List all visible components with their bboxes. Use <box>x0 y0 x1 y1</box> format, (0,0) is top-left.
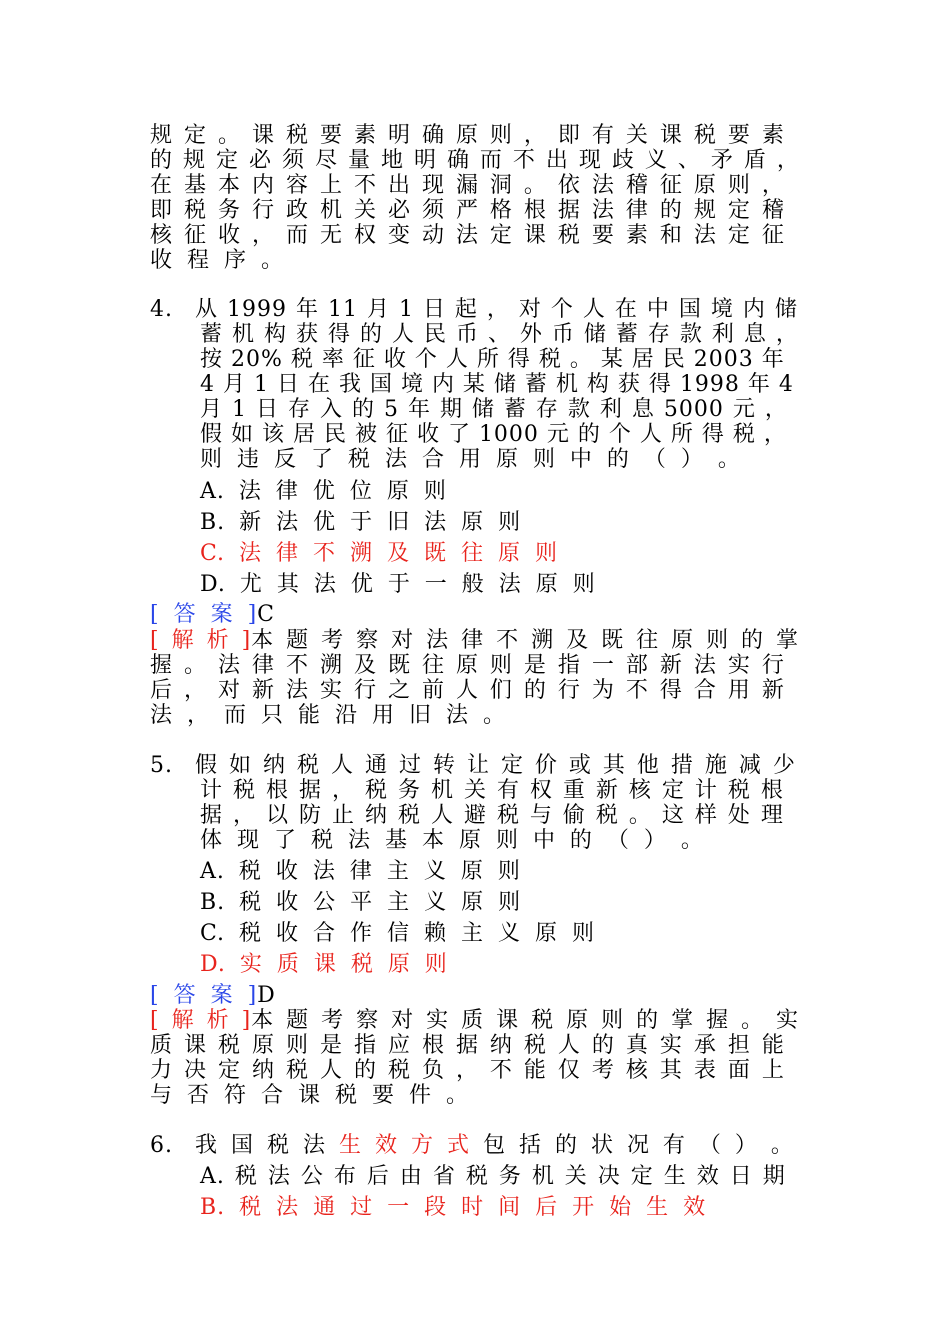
q6-option-b-correct: B. 税 法 通 过 一 段 时 间 后 开 始 生 效 <box>200 1195 707 1220</box>
intro-line: 即 税 务 行 政 机 关 必 须 严 格 根 据 法 律 的 规 定 稽 <box>150 198 785 223</box>
analysis-label: [ 解 析 ] <box>150 1008 252 1033</box>
q4-stem-line: 4 月 1 日 在 我 国 境 内 某 储 蓄 机 构 获 得 1998 年 4 <box>200 372 794 397</box>
answer-value: D <box>257 983 276 1008</box>
q4-stem-line: 蓄 机 构 获 得 的 人 民 币 、 外 币 储 蓄 存 款 利 息 ， <box>200 322 799 347</box>
q4-option-d: D. 尤 其 法 优 于 一 般 法 原 则 <box>200 572 596 597</box>
intro-line: 在 基 本 内 容 上 不 出 现 漏 洞 。 依 法 稽 征 原 则 ， <box>150 173 785 198</box>
q4-analysis-line: 法 ， 而 只 能 沿 用 旧 法 。 <box>150 703 506 728</box>
q5-stem-line: 假 如 纳 税 人 通 过 转 让 定 价 或 其 他 措 施 减 少 <box>195 753 796 778</box>
analysis-text: 本 题 考 察 对 法 律 不 溯 及 既 往 原 则 的 掌 <box>251 628 800 653</box>
q4-analysis-line: 握 。 法 律 不 溯 及 既 往 原 则 是 指 一 部 新 法 实 行 <box>150 653 785 678</box>
q5-answer <box>150 984 276 1008</box>
intro-line: 的 规 定 必 须 尽 量 地 明 确 而 不 出 现 歧 义 、 矛 盾 ， <box>150 148 800 173</box>
q5-stem-line: 据 ， 以 防 止 纳 税 人 避 税 与 偷 税 。 这 样 处 理 <box>200 803 784 828</box>
q6-stem-highlight: 生 效 方 式 <box>338 1133 470 1158</box>
q4-answer <box>150 603 275 627</box>
q5-analysis-line: 与 否 符 合 课 税 要 件 。 <box>150 1083 469 1108</box>
analysis-text: 本 题 考 察 对 实 质 课 税 原 则 的 掌 握 。 实 <box>251 1008 800 1033</box>
intro-line: 核 征 收 ， 而 无 权 变 动 法 定 课 税 要 素 和 法 定 征 <box>150 223 785 248</box>
q5-option-d-correct: D. 实 质 课 税 原 则 <box>200 952 448 977</box>
q5-analysis-line: 质 课 税 原 则 是 指 应 根 据 纳 税 人 的 真 实 承 担 能 <box>150 1033 785 1058</box>
analysis-label: [ 解 析 ] <box>150 628 252 653</box>
q4-stem-line: 按 20% 税 率 征 收 个 人 所 得 税 。 某 居 民 2003 年 <box>200 347 785 372</box>
q5-stem-line: 体 现 了 税 法 基 本 原 则 中 的 （ ） 。 <box>200 828 704 853</box>
q6-stem-pre: 我 国 税 法 <box>195 1133 326 1158</box>
q4-stem-line: 从 1999 年 11 月 1 日 起 ， 对 个 人 在 中 国 境 内 储 <box>195 297 798 322</box>
q5-option-b: B. 税 收 公 平 主 义 原 则 <box>200 890 522 915</box>
q4-stem-line: 假 如 该 居 民 被 征 收 了 1000 元 的 个 人 所 得 税 ， <box>200 422 787 447</box>
intro-line: 收 程 序 。 <box>150 248 284 273</box>
q4-option-b: B. 新 法 优 于 旧 法 原 则 <box>200 510 522 535</box>
q6-option-a: A. 税 法 公 布 后 由 省 税 务 机 关 决 定 生 效 日 期 <box>200 1164 786 1189</box>
q5-stem-line: 计 税 根 据 ， 税 务 机 关 有 权 重 新 核 定 计 税 根 <box>200 778 784 803</box>
intro-line: 规 定 。 课 税 要 素 明 确 原 则 ， 即 有 关 课 税 要 素 <box>150 123 785 148</box>
q4-stem-line: 则 违 反 了 税 法 合 用 原 则 中 的 （ ） 。 <box>200 447 741 472</box>
q5-option-a: A. 税 收 法 律 主 义 原 则 <box>200 859 521 884</box>
q6-number: 6. <box>150 1133 173 1158</box>
answer-label: [ 答 案 ] <box>150 983 258 1008</box>
q5-option-c: C. 税 收 合 作 信 赖 主 义 原 则 <box>200 921 595 946</box>
answer-value: C <box>257 602 275 627</box>
q4-option-a: A. 法 律 优 位 原 则 <box>200 479 447 504</box>
q4-number: 4. <box>150 297 173 322</box>
q4-analysis-line: 后 ， 对 新 法 实 行 之 前 人 们 的 行 为 不 得 合 用 新 <box>150 678 785 703</box>
q5-number: 5. <box>150 753 173 778</box>
q4-option-c-correct: C. 法 律 不 溯 及 既 往 原 则 <box>200 541 558 566</box>
q6-stem <box>195 1134 794 1158</box>
answer-label: [ 答 案 ] <box>150 602 258 627</box>
q5-analysis-line: 力 决 定 纳 税 人 的 税 负 ， 不 能 仅 考 核 其 表 面 上 <box>150 1058 785 1083</box>
q5-analysis <box>150 1009 799 1033</box>
q4-stem-line: 月 1 日 存 入 的 5 年 期 储 蓄 存 款 利 息 5000 元 ， <box>200 397 788 422</box>
q4-analysis <box>150 629 799 653</box>
q6-stem-post: 包 括 的 状 况 有 （ ） 。 <box>482 1133 794 1158</box>
